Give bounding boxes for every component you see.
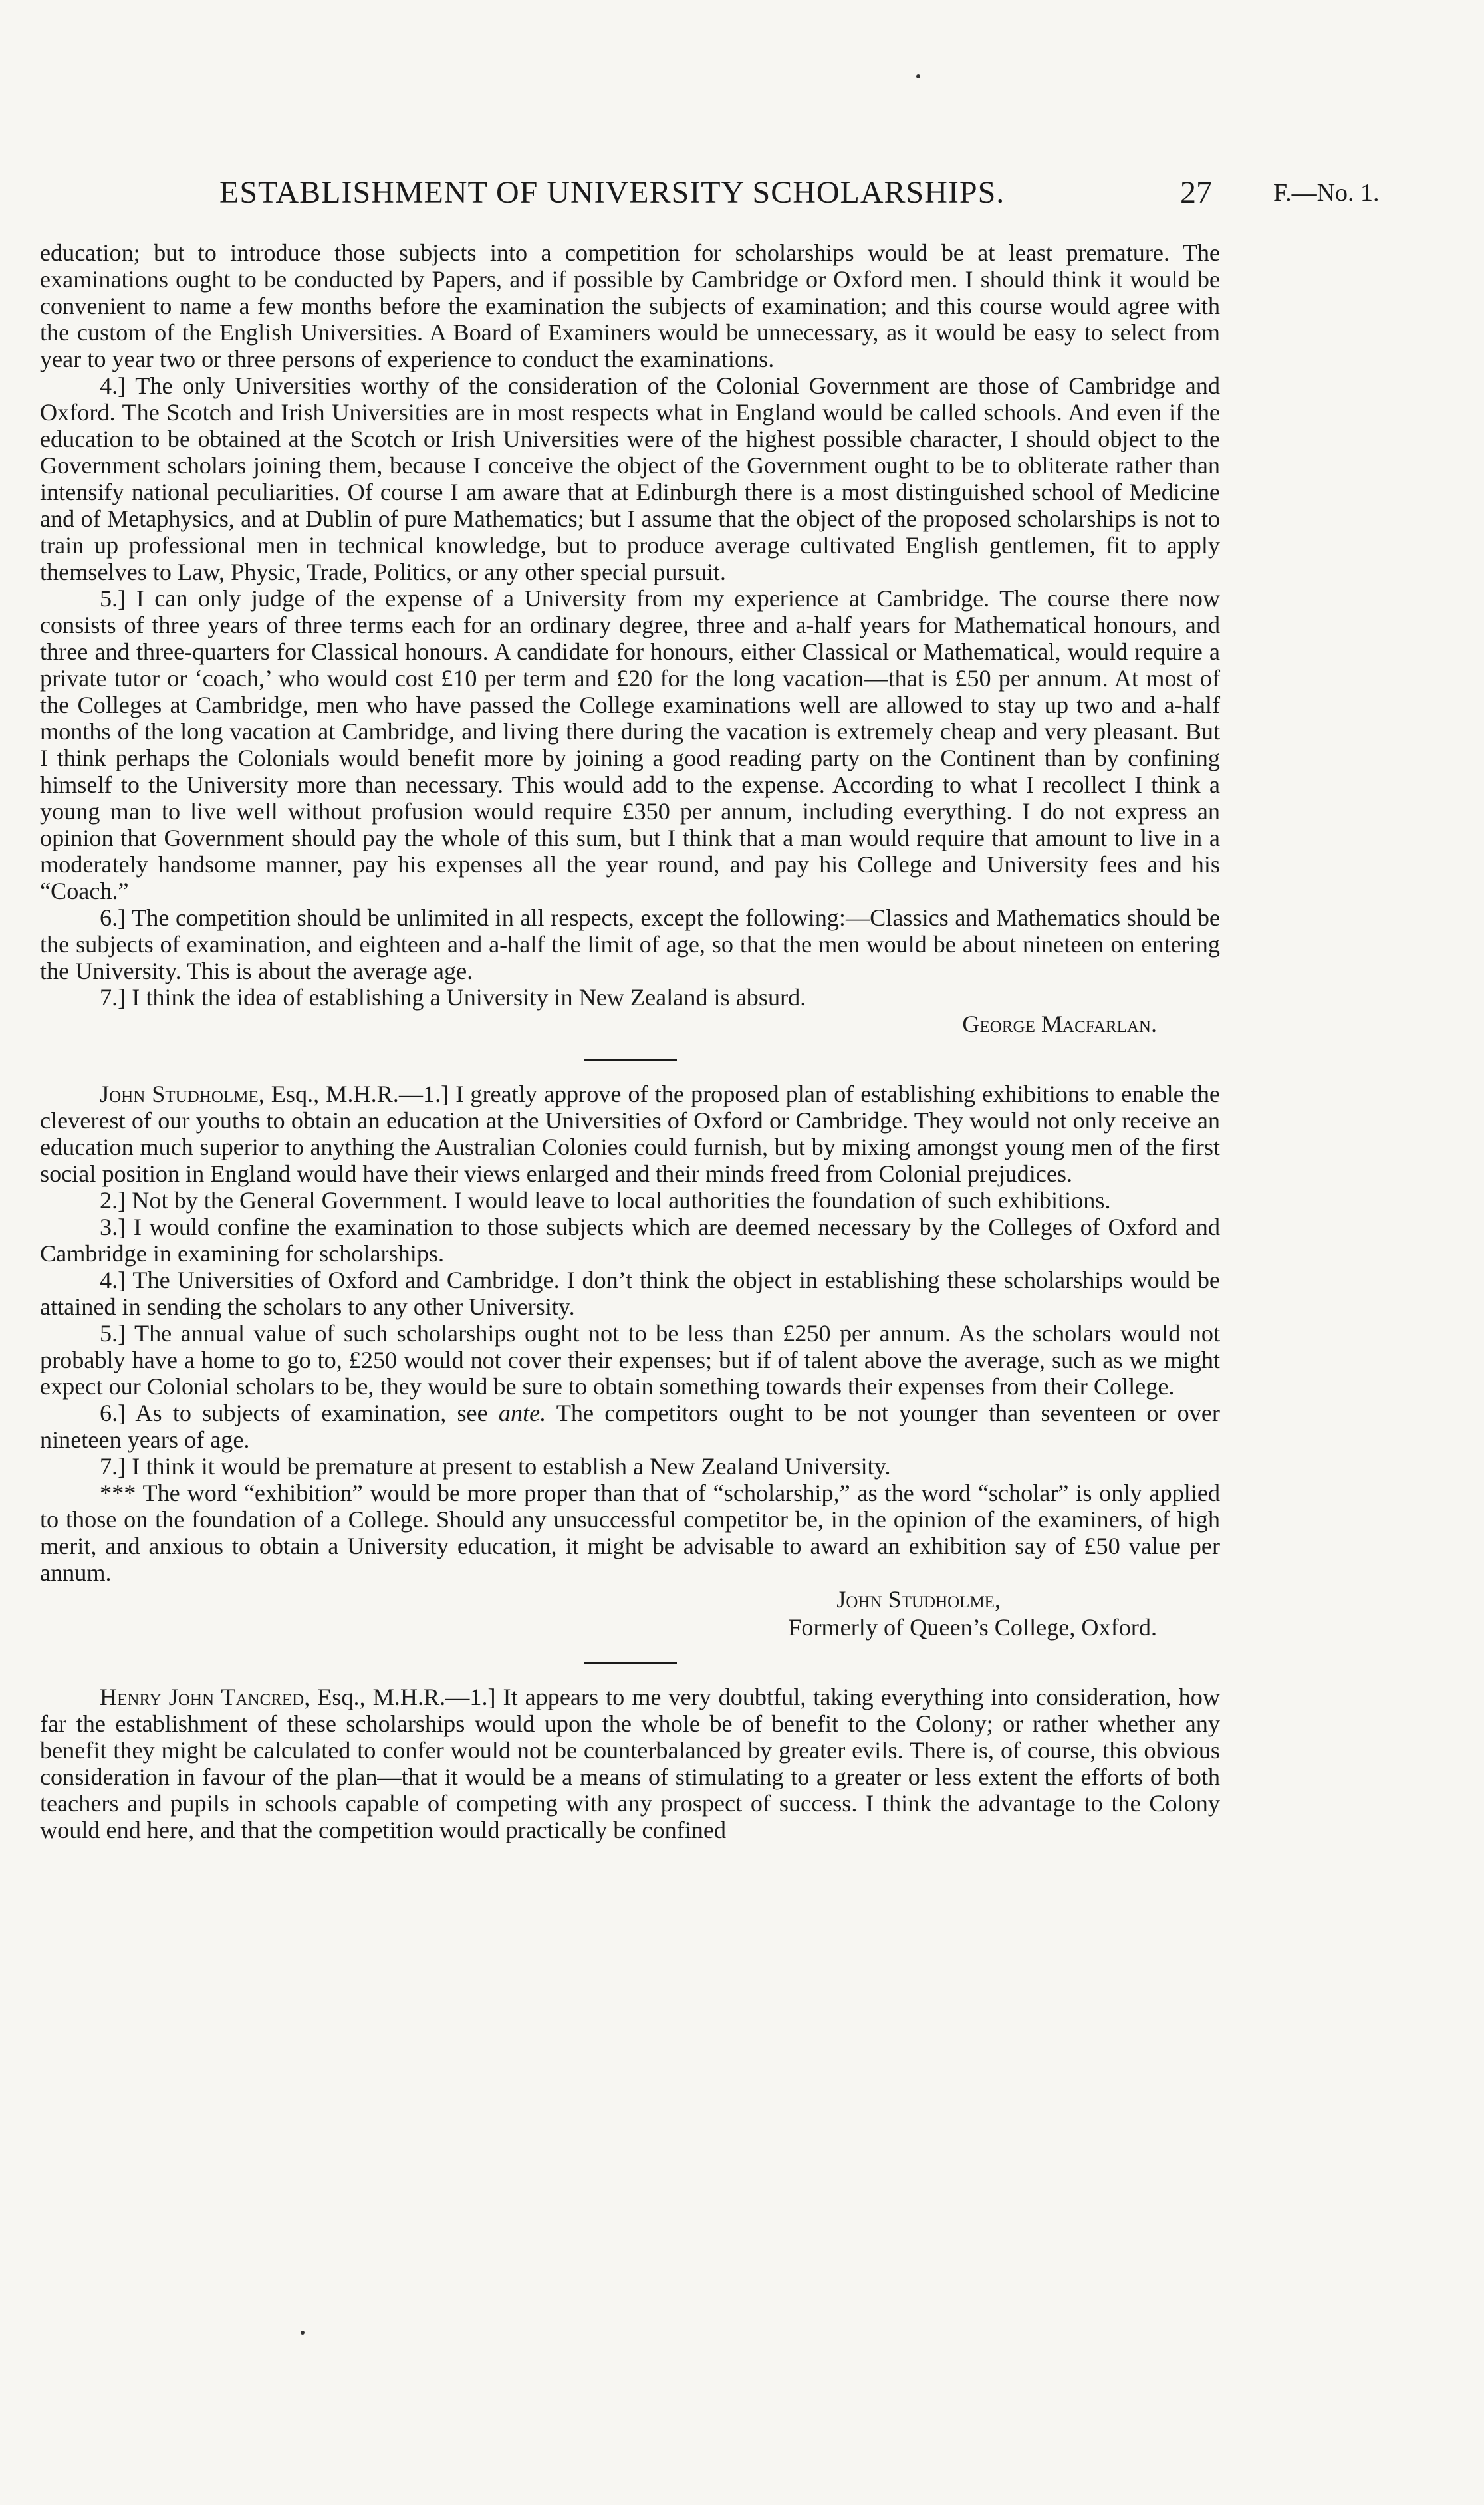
paragraph-answer-7: 7.] I think it would be premature at present to establish a New Zealand University.	[100, 1453, 891, 1480]
tancred-answers	[40, 1684, 1220, 1843]
paragraph-note: *** The word “exhibition” would be more proper than that of “scholarship,” as the word “scholar” is only applied to those on the foundation of a College. Should any unsuccessful competitor be, in the opinion of the examiners, of high merit, and anxious to obtain a University education, it might be advisable to award an exhibition say of £50 value per annum.	[40, 1480, 1220, 1586]
paragraph-answer-4: 4.] The Universities of Oxford and Cambridge. I don’t think the object in establishing these scholarships would be attained in sending the scholars to any other University.	[40, 1267, 1220, 1320]
macfarlan-answers	[40, 239, 1220, 1039]
paragraph-answer-6	[40, 1400, 1220, 1453]
paragraph-answer-2: 2.] Not by the General Government. I would leave to local authorities the foundation of such exhibitions.	[100, 1187, 1111, 1214]
paper-reference: F.—No. 1.	[1273, 179, 1380, 207]
page-number: 27	[1180, 175, 1212, 210]
paragraph-answer-5: 5.] The annual value of such scholarships ought not to be less than £250 per annum. As the scholars would not probably have a home to go to, £250 would not cover their expenses; but if of talent above the average, such as we might expect our Colonial scholars to be, they would be sure to obtain something towards their expenses from their College.	[40, 1320, 1220, 1400]
paragraph-answer-3: 3.] I would confine the examination to those subjects which are deemed necessary by the Colleges of Oxford and Cambridge in examining for scholarships.	[40, 1214, 1220, 1267]
print-speck	[916, 74, 920, 78]
print-speck	[301, 2331, 305, 2335]
signature-macfarlan: George Macfarlan.	[962, 1011, 1157, 1037]
paragraph-answer-5: 5.] I can only judge of the expense of a University from my experience at Cambridge. The course there now consists of three years of three terms each for an ordinary degree, three and a-half years for Mathematical honours, and three and three-quarters for Classical honours. A candidate for honours, either Classical or Mathematical, would require a private tutor or ‘coach,’ who would cost £10 per term and £20 for the long vacation—that is £50 per annum. At most of the Colleges at Cambridge, men who have passed the College examinations well are allowed to stay up two and a-half months of the long vacation at Cambridge, and living there during the vacation is extremely cheap and very pleasant. But I think perhaps the Colonials would benefit more by joining a good reading party on the Continent than by confining himself to the University more than necessary. This would add to the expense. According to what I recollect I think a young man to live well without profusion would require £350 per annum, including everything. I do not express an opinion that Government should pay the whole of this sum, but I think that a man would require that amount to live in a moderately handsome manner, pay his expenses all the year round, and pay his College and University fees and his “Coach.”	[40, 585, 1220, 904]
respondent-name: Henry John Tancred	[100, 1684, 305, 1710]
signature-affiliation: Formerly of Queen’s College, Oxford.	[788, 1614, 1157, 1641]
section-divider	[584, 1662, 677, 1664]
page-body	[40, 239, 1220, 1843]
studholme-answers	[40, 1081, 1220, 1642]
respondent-name: John Studholme	[100, 1081, 259, 1107]
paragraph-answer-6: 6.] The competition should be unlimited in all respects, except the following:—Classics and Mathematics should be the subjects of examination, and eighteen and a-half the limit of age, so that the men would be about nineteen on entering the University. This is about the average age.	[40, 904, 1220, 984]
answer-6-text-rest: The competitors ought to be not younger than seventeen or over nineteen years of age.	[40, 1400, 1220, 1453]
running-title: ESTABLISHMENT OF UNIVERSITY SCHOLARSHIPS.	[219, 175, 1005, 210]
answer-6-text: 6.] As to subjects of examination, see	[100, 1400, 499, 1426]
signature-studholme: John Studholme,	[836, 1586, 1001, 1613]
intro-text: , Esq., M.H.R.—1.] I greatly approve of the proposed plan of establishing exhibitions to enable the cleverest of our youths to obtain an education at the Universities of Oxford or Cambridge. They would not only receive an education much superior to anything the Australian Colonies could furnish, but by mixing amongst young men of the first social position in England would have their views enlarged and their minds freed from Colonial prejudices.	[40, 1081, 1220, 1187]
intro-text: , Esq., M.H.R.—1.] It appears to me very doubtful, taking everything into consideration, how far the establishment of these scholarships would upon the whole be of benefit to the Colony; or rather whether any benefit they might be calculated to confer would not be counterbalanced by greater evils. There is, of course, this obvious consideration in favour of the plan—that it would be a means of stimulating to a greater or less extent the efforts of both teachers and pupils in schools capable of competing with any prospect of success. I think the advantage to the Colony would end here, and that the competition would practically be confined	[40, 1684, 1220, 1843]
paragraph-intro-tancred	[40, 1684, 1220, 1843]
paragraph-intro-studholme	[40, 1081, 1220, 1187]
paragraph-answer-7: 7.] I think the idea of establishing a University in New Zealand is absurd.	[100, 984, 806, 1011]
section-divider	[584, 1059, 677, 1061]
paragraph-answer-4: 4.] The only Universities worthy of the consideration of the Colonial Government are those of Cambridge and Oxford. The Scotch and Irish Universities are in most respects what in England would be called schools. And even if the education to be obtained at the Scotch or Irish Universities were of the highest possible character, I should object to the Government scholars joining them, because I conceive the object of the Government ought to be to obliterate rather than intensify national peculiarities. Of course I am aware that at Edinburgh there is a most distinguished school of Medicine and of Metaphysics, and at Dublin of pure Mathematics; but I assume that the object of the proposed scholarships is not to train up professional men in technical knowledge, but to produce average cultivated English gentlemen, fit to apply themselves to Law, Physic, Trade, Politics, or any other special pursuit.	[40, 372, 1220, 585]
paragraph-continued: education; but to introduce those subjects into a competition for scholarships would be at least premature. The examinations ought to be conducted by Papers, and if possible by Cambridge or Oxford men. I should think it would be convenient to name a few months before the examination the subjects of examination; and this course would agree with the custom of the English Universities. A Board of Examiners would be unnecessary, as it would be easy to select from year to year two or three persons of experience to conduct the examinations.	[40, 239, 1220, 372]
answer-6-emphasis: ante.	[498, 1400, 547, 1426]
page-header	[219, 174, 1396, 214]
